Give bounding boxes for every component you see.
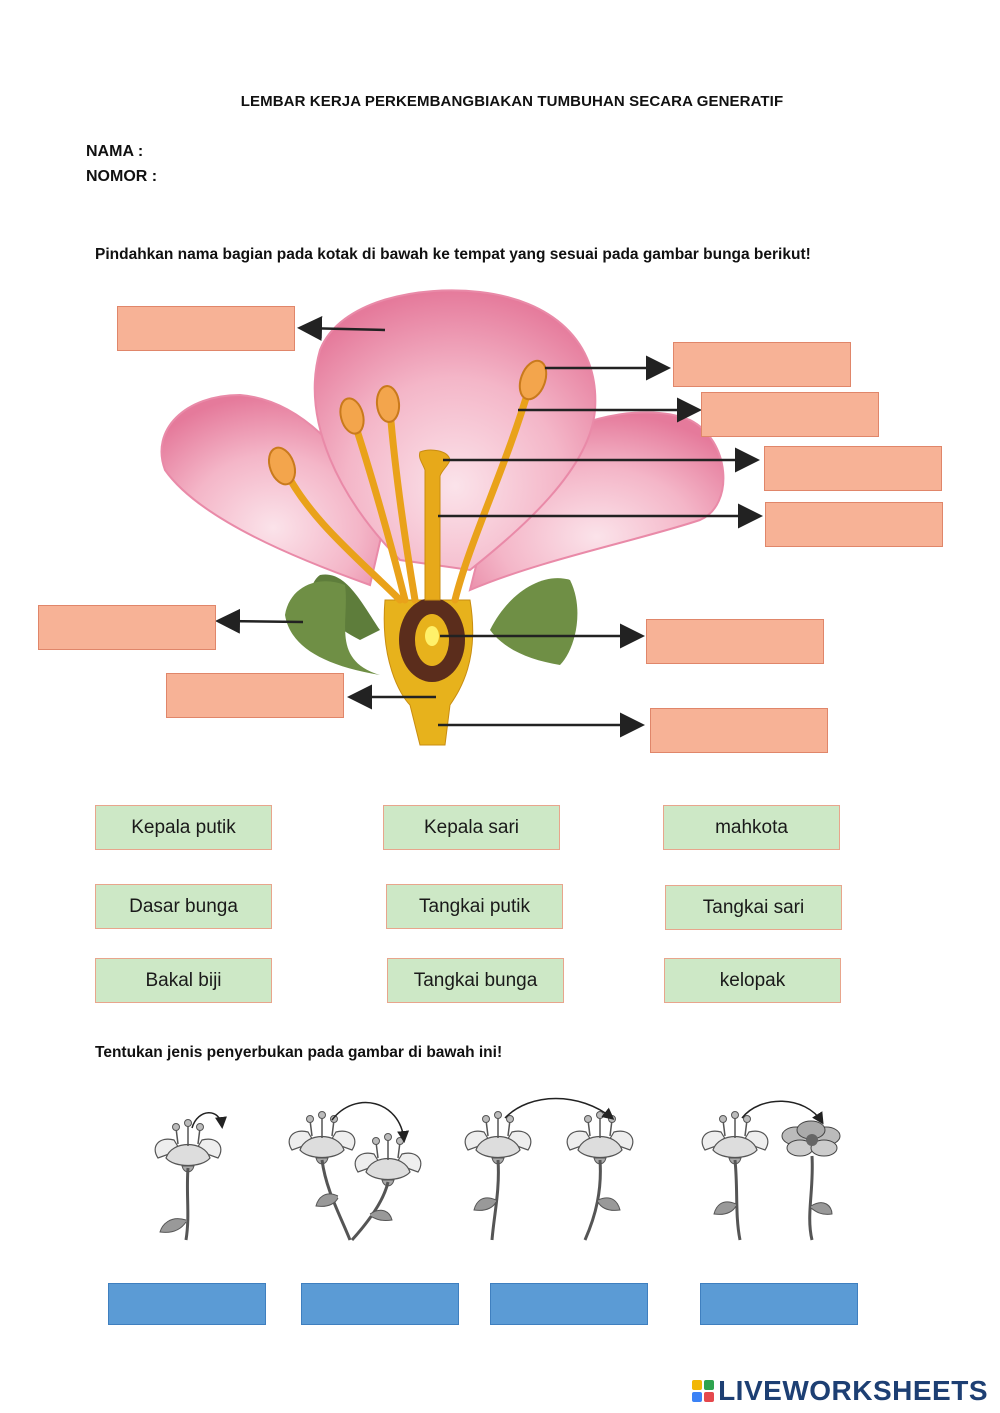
label-tangkai-bunga[interactable]: Tangkai bunga: [387, 958, 564, 1003]
label-mahkota[interactable]: mahkota: [663, 805, 840, 850]
answer-box-3[interactable]: [490, 1283, 648, 1325]
label-dasar-bunga[interactable]: Dasar bunga: [95, 884, 272, 929]
worksheet-title: LEMBAR KERJA PERKEMBANGBIAKAN TUMBUHAN SECARA GENERATIF: [240, 93, 784, 110]
label-tangkai-putik[interactable]: Tangkai putik: [386, 884, 563, 929]
brand-name: LIVEWORKSHEETS: [718, 1375, 988, 1406]
drop-zone-receptacle[interactable]: [166, 673, 344, 718]
instruction-flower-parts: Pindahkan nama bagian pada kotak di bawah ke tempat yang sesuai pada gambar bunga berikut!: [95, 246, 811, 263]
answer-box-1[interactable]: [108, 1283, 266, 1325]
drop-zone-filament[interactable]: [701, 392, 879, 437]
number-label: NOMOR :: [86, 168, 158, 185]
pollination-image-1: [155, 1113, 222, 1240]
label-kepala-sari[interactable]: Kepala sari: [383, 805, 560, 850]
label-tangkai-sari[interactable]: Tangkai sari: [665, 885, 842, 930]
liveworksheets-logo: [692, 1375, 988, 1407]
pollination-image-3: [465, 1099, 633, 1241]
name-label: NAMA :: [86, 143, 144, 160]
liveworksheets-mark-icon: [692, 1380, 714, 1402]
pollination-image-4: [702, 1101, 840, 1240]
drop-zone-anther[interactable]: [673, 342, 851, 387]
label-kelopak[interactable]: kelopak: [664, 958, 841, 1003]
answer-box-2[interactable]: [301, 1283, 459, 1325]
drop-zone-sepal[interactable]: [38, 605, 216, 650]
instruction-pollination: Tentukan jenis penyerbukan pada gambar di bawah ini!: [95, 1044, 503, 1061]
label-kepala-putik[interactable]: Kepala putik: [95, 805, 272, 850]
drop-zone-petal[interactable]: [117, 306, 295, 351]
drop-zone-flower-stalk[interactable]: [650, 708, 828, 753]
answer-box-4[interactable]: [700, 1283, 858, 1325]
drop-zone-style[interactable]: [765, 502, 943, 547]
drop-zone-stigma[interactable]: [764, 446, 942, 491]
pollination-image-2: [289, 1103, 421, 1240]
drop-zone-ovule[interactable]: [646, 619, 824, 664]
label-bakal-biji[interactable]: Bakal biji: [95, 958, 272, 1003]
